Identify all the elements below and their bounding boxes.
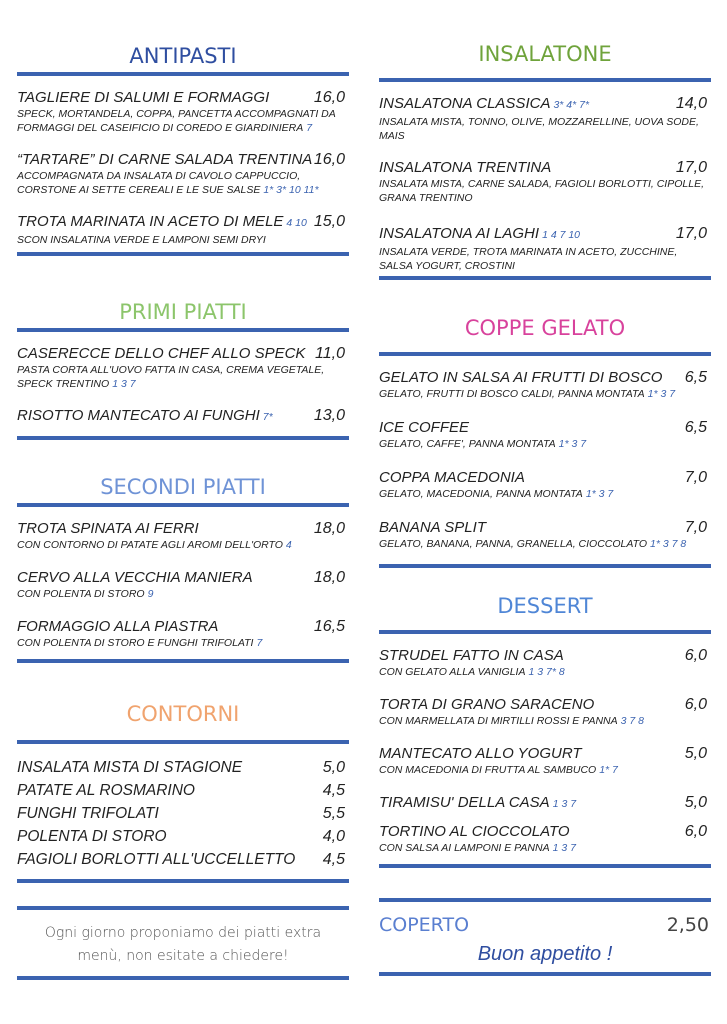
item-desc-text: CON SALSA AI LAMPONI E PANNA: [379, 842, 550, 854]
note-line-1: Ogni giorno proponiamo dei piatti extra: [44, 925, 322, 941]
item-desc: [17, 107, 349, 135]
allergens: 1* 3 7 8: [650, 538, 687, 550]
divider: [17, 976, 349, 980]
menu-item: [379, 94, 711, 158]
item-price: 6,5: [684, 419, 707, 436]
item-name: INSALATONA TRENTINA: [379, 159, 552, 176]
note-line-2: menù, non esitate a chiedere!: [77, 948, 289, 964]
item-name: BANANA SPLIT: [379, 519, 486, 536]
item-desc: [379, 665, 711, 679]
item-desc-text: SPECK, MORTANDELA, COPPA, PANCETTA ACCOMPAGNATI DA FORMAGGI DEL CASEIFICIO DI COREDO E GIARDINIERA: [17, 108, 336, 134]
item-desc-text: CON MACEDONIA DI FRUTTA AL SAMBUCO: [379, 764, 597, 776]
menu-item: [17, 756, 349, 779]
item-price: 6,0: [684, 647, 707, 664]
menu-item: [17, 344, 349, 406]
allergens: 1 3 7* 8: [528, 666, 565, 678]
item-desc: INSALATA MISTA, TONNO, OLIVE, MOZZARELLINE, UOVA SODE, MAIS: [379, 116, 699, 142]
menu-item: [17, 212, 349, 252]
coperto-label: COPERTO: [379, 914, 470, 936]
section-coppe-gelato: [379, 312, 711, 568]
item-desc-text: GELATO, MACEDONIA, PANNA MONTATA: [379, 488, 583, 500]
item-desc-text: GELATO, FRUTTI DI BOSCO CALDI, PANNA MONTATA: [379, 388, 645, 400]
menu-item: [17, 802, 349, 825]
allergens: 3 7 8: [620, 715, 644, 727]
item-desc: SCON INSALATINA VERDE E LAMPONI SEMI DRYI: [17, 234, 266, 246]
section-title-insalatone: INSALATONE: [478, 42, 612, 66]
menu-item: [17, 617, 349, 659]
allergens: 1 3 7: [112, 378, 136, 390]
item-name: COPPA MACEDONIA: [379, 469, 525, 486]
item-name: “TARTARE” DI CARNE SALADA TRENTINA: [17, 151, 313, 168]
item-price: 4,5: [322, 782, 345, 799]
item-price: 13,0: [313, 407, 345, 424]
section-title-primi: PRIMI PIATTI: [119, 300, 247, 324]
item-desc-text: GELATO, BANANA, PANNA, GRANELLA, CIOCCOLATO: [379, 538, 648, 550]
item-name: CERVO ALLA VECCHIA MANIERA: [17, 569, 253, 586]
item-name: PATATE AL ROSMARINO: [17, 782, 195, 799]
item-name: STRUDEL FATTO IN CASA: [379, 647, 564, 664]
item-desc: [379, 714, 711, 728]
item-desc: [379, 537, 711, 551]
item-name: FAGIOLI BORLOTTI ALL'UCCELLETTO: [17, 851, 296, 868]
item-price: 18,0: [313, 520, 345, 537]
menu-item: [379, 224, 711, 276]
menu-item: [379, 793, 711, 822]
item-name: TORTINO AL CIOCCOLATO: [379, 823, 570, 840]
menu-item: [379, 158, 711, 224]
item-desc: [17, 169, 349, 197]
item-price: 17,0: [675, 225, 707, 242]
item-desc-text: CON GELATO ALLA VANIGLIA: [379, 666, 526, 678]
allergens: 4 10: [286, 217, 307, 229]
item-name: [17, 212, 349, 233]
allergens: 7: [306, 122, 313, 134]
item-name: GELATO IN SALSA AI FRUTTI DI BOSCO: [379, 369, 663, 386]
divider: [17, 879, 349, 883]
item-price: 11,0: [315, 345, 345, 362]
item-price: 16,5: [313, 618, 345, 635]
item-name: FORMAGGIO ALLA PIASTRA: [17, 618, 219, 635]
greeting: Buon appetito !: [477, 943, 613, 965]
item-desc: [379, 437, 711, 451]
item-desc: INSALATA MISTA, CARNE SALADA, FAGIOLI BORLOTTI, CIPOLLE, GRANA TRENTINO: [379, 178, 704, 204]
menu-item: [17, 779, 349, 802]
item-desc: [379, 841, 711, 855]
item-price: 6,0: [684, 823, 707, 840]
divider: [17, 252, 349, 256]
item-name: [17, 406, 349, 427]
item-desc: [17, 587, 349, 601]
divider: [17, 328, 349, 332]
coperto-row: [379, 914, 711, 940]
item-name: POLENTA DI STORO: [17, 828, 167, 845]
item-price: 16,0: [313, 89, 345, 106]
item-desc-text: CON CONTORNO DI PATATE AGLI AROMI DELL'ORTO: [17, 539, 283, 551]
allergens: 1* 3 7: [585, 488, 614, 500]
item-name: MANTECATO ALLO YOGURT: [379, 745, 582, 762]
divider: [379, 864, 711, 868]
item-price: 7,0: [684, 519, 707, 536]
divider: [379, 78, 711, 82]
item-price: 4,0: [322, 828, 345, 845]
item-name-text: INSALATONA AI LAGHI: [379, 225, 540, 242]
item-price: 6,5: [684, 369, 707, 386]
allergens: 7*: [262, 411, 273, 423]
menu-item: [17, 150, 349, 212]
menu-item: [379, 695, 711, 744]
item-name: [379, 94, 711, 115]
item-desc: [17, 363, 349, 391]
divider: [379, 564, 711, 568]
item-price: 5,0: [322, 759, 345, 776]
section-title-coppe: COPPE GELATO: [464, 316, 626, 340]
item-desc: [379, 487, 711, 501]
item-desc: [379, 763, 711, 777]
item-name: FUNGHI TRIFOLATI: [17, 805, 159, 822]
item-desc: INSALATA VERDE, TROTA MARINATA IN ACETO, ZUCCHINE, SALSA YOGURT, CROSTINI: [379, 246, 678, 272]
divider: [379, 630, 711, 634]
item-desc-text: PASTA CORTA ALL'UOVO FATTA IN CASA, CREMA VEGETALE, SPECK TRENTINO: [17, 364, 325, 390]
divider: [379, 276, 711, 280]
menu-item: [17, 825, 349, 848]
menu-item: [379, 518, 711, 564]
item-price: 6,0: [684, 696, 707, 713]
menu-item: [379, 418, 711, 468]
divider: [17, 740, 349, 744]
menu-item: [379, 744, 711, 793]
item-desc: [379, 387, 711, 401]
section-title-dessert: DESSERT: [497, 594, 593, 618]
item-price: 18,0: [313, 569, 345, 586]
allergens: 3* 4* 7*: [553, 99, 590, 111]
item-name: CASERECCE DELLO CHEF ALLO SPECK: [17, 345, 306, 362]
item-price: 5,0: [684, 794, 707, 811]
item-price: 4,5: [322, 851, 345, 868]
menu-item: [17, 848, 349, 871]
coperto-box: [379, 898, 711, 976]
divider: [379, 972, 711, 976]
allergens: 9: [147, 588, 154, 600]
section-primi: [17, 296, 349, 440]
allergens: 1* 3 7: [647, 388, 676, 400]
item-price: 5,0: [684, 745, 707, 762]
divider: [17, 659, 349, 663]
item-price: 14,0: [675, 95, 707, 112]
menu-item: [17, 568, 349, 617]
item-desc-text: CON MARMELLATA DI MIRTILLI ROSSI E PANNA: [379, 715, 618, 727]
section-dessert: [379, 590, 711, 868]
allergens: 1 4 7 10: [542, 229, 581, 241]
allergens: 1 3 7: [552, 842, 576, 854]
section-insalatone: [379, 38, 711, 280]
item-name: [379, 793, 711, 814]
coperto-price: 2,50: [666, 914, 709, 936]
menu-item: [379, 368, 711, 418]
item-name: TORTA DI GRANO SARACENO: [379, 696, 595, 713]
item-name: ICE COFFEE: [379, 419, 470, 436]
divider: [17, 436, 349, 440]
divider: [17, 72, 349, 76]
divider: [17, 503, 349, 507]
item-price: 5,5: [322, 805, 345, 822]
item-name: [379, 224, 711, 245]
menu-item: [17, 519, 349, 568]
item-name: TAGLIERE DI SALUMI E FORMAGGI: [17, 89, 270, 106]
item-desc-text: CON POLENTA DI STORO E FUNGHI TRIFOLATI: [17, 637, 254, 649]
item-price: 17,0: [675, 159, 707, 176]
item-desc-text: CON POLENTA DI STORO: [17, 588, 145, 600]
section-antipasti: [17, 40, 349, 256]
section-title-secondi: SECONDI PIATTI: [100, 475, 266, 499]
item-name-text: TROTA MARINATA IN ACETO DI MELE: [17, 213, 284, 230]
item-name-text: RISOTTO MANTECATO AI FUNGHI: [17, 407, 260, 424]
allergens: 1* 3 7: [558, 438, 587, 450]
item-price: 15,0: [313, 213, 345, 230]
item-desc-text: ACCOMPAGNATA DA INSALATA DI CAVOLO CAPPUCCIO, CORSTONE AI SETTE CEREALI E LE SUE SALSE: [17, 170, 301, 196]
allergens: 1 3 7: [552, 798, 577, 810]
item-name-text: INSALATONA CLASSICA: [379, 95, 551, 112]
item-name: INSALATA MISTA DI STAGIONE: [17, 759, 243, 776]
allergens: 1* 3* 10 11*: [263, 184, 319, 196]
menu-item: [379, 468, 711, 518]
item-name-text: TIRAMISU' DELLA CASA: [379, 794, 550, 811]
menu-item: [379, 822, 711, 864]
section-title-contorni: CONTORNI: [126, 702, 240, 726]
divider: [17, 906, 349, 910]
item-name: TROTA SPINATA AI FERRI: [17, 520, 199, 537]
section-title-antipasti: ANTIPASTI: [129, 44, 237, 68]
menu-item: [17, 88, 349, 150]
section-contorni: [17, 698, 349, 883]
item-desc-text: GELATO, CAFFE', PANNA MONTATA: [379, 438, 556, 450]
menu-item: [379, 646, 711, 695]
divider: [379, 352, 711, 356]
allergens: 4: [285, 539, 292, 551]
menu-item: [17, 406, 349, 436]
extra-menu-note: [17, 906, 349, 980]
allergens: 1* 7: [599, 764, 618, 776]
item-price: 7,0: [684, 469, 707, 486]
item-desc: [17, 636, 349, 650]
section-secondi: [17, 471, 349, 663]
item-desc: [17, 538, 349, 552]
allergens: 7: [256, 637, 263, 649]
divider: [379, 898, 711, 902]
item-price: 16,0: [313, 151, 345, 168]
